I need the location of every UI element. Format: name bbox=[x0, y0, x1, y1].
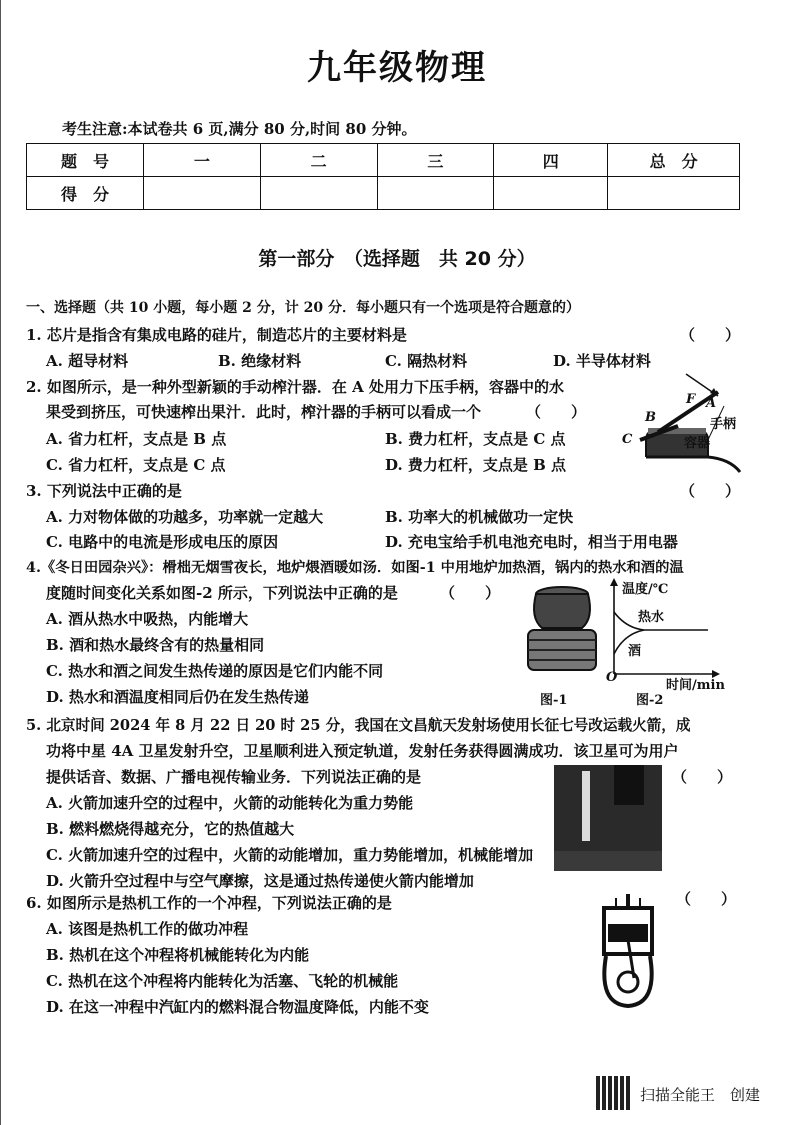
graph-origin: O bbox=[606, 670, 618, 685]
q1-option-b: B. 绝缘材料 bbox=[218, 352, 302, 370]
answer-bracket: （ ） bbox=[680, 482, 741, 500]
score-cell[interactable] bbox=[608, 177, 740, 210]
q4-option-d: D. 热水和酒温度相同后仍在发生热传递 bbox=[46, 688, 309, 706]
q6-option-a: A. 该图是热机工作的做功冲程 bbox=[46, 920, 249, 938]
q3-option-b: B. 功率大的机械做功一定快 bbox=[385, 508, 574, 526]
fig1-caption: 图-1 bbox=[540, 693, 568, 708]
graph-y-label: 温度/℃ bbox=[622, 582, 669, 597]
pot-stove-figure bbox=[520, 580, 604, 678]
juicer-label-c: C bbox=[622, 432, 633, 447]
juicer-label-container: 容器 bbox=[684, 436, 711, 451]
score-cell[interactable] bbox=[494, 177, 608, 210]
q4-line1: 4.《冬日田园杂兴》：榾柮无烟雪夜长，地炉煨酒暖如汤．如图-1 中用地炉加热酒，锅内的热水和酒的温 bbox=[26, 560, 684, 576]
score-table bbox=[26, 143, 740, 210]
q5-line3: 提供话音、数据、广播电视传输业务．下列说法正确的是 bbox=[46, 768, 422, 786]
q2-option-a: A. 省力杠杆，支点是 B 点 bbox=[46, 430, 227, 448]
graph-hot-water-label: 热水 bbox=[638, 610, 665, 625]
juicer-label-b: B bbox=[645, 410, 656, 425]
q6-option-d: D. 在这一冲程中汽缸内的燃料混合物温度降低，内能不变 bbox=[46, 998, 429, 1016]
scanner-watermark: 扫描全能王 创建 bbox=[640, 1086, 761, 1104]
answer-bracket: （ ） bbox=[676, 890, 737, 908]
answer-bracket: （ ） bbox=[672, 768, 733, 786]
q5-option-d: D. 火箭升空过程中与空气摩擦，这是通过热传递使火箭内能增加 bbox=[46, 872, 474, 890]
section-heading: 一、选择题（共 10 小题，每小题 2 分，计 20 分．每小题只有一个选项是符合题意的） bbox=[26, 300, 580, 316]
score-header-cell: 题 号 bbox=[27, 144, 144, 177]
q2-option-d: D. 费力杠杆，支点是 B 点 bbox=[385, 456, 567, 474]
q5-line2: 功将中星 4A 卫星发射升空，卫星顺利进入预定轨道，发射任务获得圆满成功．该卫星可为用户 bbox=[46, 742, 679, 760]
rocket-launch-photo bbox=[554, 765, 662, 871]
fig2-caption: 图-2 bbox=[636, 693, 664, 708]
q4-line2: 度随时间变化关系如图-2 所示，下列说法中正确的是 bbox=[46, 584, 398, 602]
q5-line1: 5. 北京时间 2024 年 8 月 22 日 20 时 25 分，我国在文昌航天发射场使用长征七号改运载火箭，成 bbox=[26, 717, 691, 734]
juicer-label-f: F bbox=[686, 392, 696, 407]
q3-option-a: A. 力对物体做的功越多，功率就一定越大 bbox=[46, 508, 324, 526]
q1-option-d: D. 半导体材料 bbox=[553, 352, 651, 370]
q4-option-a: A. 酒从热水中吸热，内能增大 bbox=[46, 610, 249, 628]
part-title: 第一部分 （选择题 共 20 分） bbox=[258, 248, 536, 270]
page-edge-line bbox=[0, 0, 9, 1125]
answer-bracket: （ ） bbox=[526, 403, 587, 421]
q5-option-c: C. 火箭加速升空的过程中，火箭的动能增加，重力势能增加，机械能增加 bbox=[46, 846, 534, 864]
score-cell[interactable] bbox=[260, 177, 377, 210]
q2-line2: 果受到挤压，可快速榨出果汁．此时，榨汁器的手柄可以看成一个 bbox=[46, 403, 482, 421]
graph-x-label: 时间/min bbox=[666, 678, 725, 693]
score-header-cell: 二 bbox=[260, 144, 377, 177]
juicer-label-handle: 手柄 bbox=[710, 417, 737, 432]
q5-option-a: A. 火箭加速升空的过程中，火箭的动能转化为重力势能 bbox=[46, 794, 414, 812]
q1-option-c: C. 隔热材料 bbox=[385, 352, 468, 370]
launch-ground bbox=[554, 851, 662, 871]
rocket-body bbox=[582, 771, 590, 841]
score-cell[interactable] bbox=[377, 177, 494, 210]
q4-option-b: B. 酒和热水最终含有的热量相同 bbox=[46, 636, 265, 654]
q2-line1: 2. 如图所示，是一种外型新颖的手动榨汁器．在 A 处用力下压手柄，容器中的水 bbox=[26, 378, 564, 396]
q5-option-b: B. 燃料燃烧得越充分，它的热值越大 bbox=[46, 820, 295, 838]
q1-stem: 1. 芯片是指含有集成电路的硅片，制造芯片的主要材料是 bbox=[26, 326, 407, 344]
juicer-label-a: A bbox=[706, 396, 717, 411]
engine-cylinder-figure bbox=[596, 894, 660, 1010]
q6-option-c: C. 热机在这个冲程将内能转化为活塞、飞轮的机械能 bbox=[46, 972, 399, 990]
q2-option-b: B. 费力杠杆，支点是 C 点 bbox=[385, 430, 566, 448]
exam-notice: 考生注意:本试卷共 6 页,满分 80 分,时间 80 分钟。 bbox=[62, 120, 417, 138]
answer-bracket: （ ） bbox=[440, 584, 501, 602]
score-header-cell: 三 bbox=[377, 144, 494, 177]
q6-option-b: B. 热机在这个冲程将机械能转化为内能 bbox=[46, 946, 310, 964]
score-header-cell: 四 bbox=[494, 144, 608, 177]
score-row-label: 得 分 bbox=[27, 177, 144, 210]
launch-tower bbox=[614, 765, 644, 805]
q4-option-c: C. 热水和酒之间发生热传递的原因是它们内能不同 bbox=[46, 662, 384, 680]
score-header-cell: 总 分 bbox=[608, 144, 740, 177]
q3-option-d: D. 充电宝给手机电池充电时，相当于用电器 bbox=[385, 533, 678, 551]
q6-stem: 6. 如图所示是热机工作的一个冲程，下列说法正确的是 bbox=[26, 894, 392, 912]
qr-code-icon bbox=[596, 1076, 630, 1110]
q2-option-c: C. 省力杠杆，支点是 C 点 bbox=[46, 456, 226, 474]
page-title: 九年级物理 bbox=[307, 48, 487, 88]
answer-bracket: （ ） bbox=[680, 326, 741, 344]
score-cell[interactable] bbox=[143, 177, 260, 210]
score-header-cell: 一 bbox=[143, 144, 260, 177]
q3-stem: 3. 下列说法中正确的是 bbox=[26, 482, 182, 500]
graph-wine-label: 酒 bbox=[628, 644, 642, 659]
q1-option-a: A. 超导材料 bbox=[46, 352, 129, 370]
q3-option-c: C. 电路中的电流是形成电压的原因 bbox=[46, 533, 279, 551]
